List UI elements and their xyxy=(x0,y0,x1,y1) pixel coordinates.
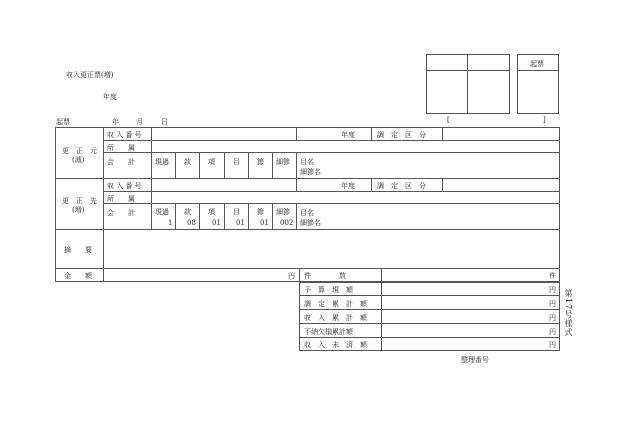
kou-label: 項 xyxy=(208,158,215,166)
approval-box xyxy=(426,54,510,114)
income-total-label: 収 入 累 計 額 xyxy=(304,314,367,322)
unpaid-yen: 円 xyxy=(549,341,556,349)
setsu-label: 節 xyxy=(257,208,264,216)
amount-label: 金 額 xyxy=(64,272,92,280)
saisetsu-label: 細節 xyxy=(276,208,290,216)
income-total-yen: 円 xyxy=(549,314,556,322)
setsu-label: 節 xyxy=(257,158,264,166)
setsu-value: 01 xyxy=(260,219,269,227)
moku-label: 目 xyxy=(233,158,240,166)
affiliation-label: 所 属 xyxy=(107,144,135,152)
date-day: 日 xyxy=(161,118,168,126)
kan-label: 款 xyxy=(184,208,191,216)
account-label: 会 計 xyxy=(107,158,135,166)
count-label: 件 数 xyxy=(304,272,346,280)
adjust-total-yen: 円 xyxy=(549,300,556,308)
adjust-class-label: 調 定 区 分 xyxy=(377,131,426,139)
from-label: 更 正 元 xyxy=(62,147,97,155)
moku-name-label: 目名 xyxy=(300,158,314,166)
account-label: 会 計 xyxy=(107,209,135,217)
adjust-total-label: 調 定 累 計 額 xyxy=(304,300,367,308)
moku-name-label: 目名 xyxy=(300,209,314,217)
form-title: 収入更正票(増) xyxy=(66,71,114,79)
year-col-label: 年度 xyxy=(341,182,355,190)
amount-yen: 円 xyxy=(288,272,295,280)
bracket-open: [ xyxy=(447,116,450,124)
saisetsu-value: 002 xyxy=(280,219,294,227)
moku-value: 01 xyxy=(236,219,245,227)
date-month: 月 xyxy=(136,118,143,126)
date-year: 年 xyxy=(112,118,119,126)
kou-label: 項 xyxy=(208,208,215,216)
income-no-label: 収 入 番 号 xyxy=(107,131,142,139)
genkai-value: 1 xyxy=(168,219,173,227)
budget-yen: 円 xyxy=(549,286,556,294)
summary-label: 摘 要 xyxy=(64,246,92,254)
saisetsu-name-label: 細節名 xyxy=(300,168,321,176)
year-col-label: 年度 xyxy=(341,131,355,139)
kan-label: 款 xyxy=(184,158,191,166)
income-no-label: 収 入 番 号 xyxy=(107,182,142,190)
saisetsu-name-label: 細節名 xyxy=(300,219,321,227)
loss-total-yen: 円 xyxy=(549,328,556,336)
loss-total-label: 不納欠損累計額 xyxy=(304,328,353,336)
saisetsu-label: 細節 xyxy=(276,158,290,166)
reference-number-label: 整理番号 xyxy=(461,356,489,364)
form-number: 第17号様式 xyxy=(564,289,573,338)
adjust-class-label: 調 定 区 分 xyxy=(377,182,426,190)
count-unit: 件 xyxy=(549,272,556,280)
bracket-close: ] xyxy=(543,116,546,124)
from-sublabel: (減) xyxy=(72,156,85,164)
moku-label: 目 xyxy=(233,208,240,216)
to-sublabel: (増) xyxy=(72,206,85,214)
kan-value: 08 xyxy=(187,219,196,227)
date-label: 起票 xyxy=(56,118,70,126)
kou-value: 01 xyxy=(212,219,221,227)
year-label: 年度 xyxy=(103,93,117,101)
to-label: 更 正 先 xyxy=(62,197,97,205)
affiliation-label: 所 属 xyxy=(107,195,135,203)
genkai-label: 現過 xyxy=(155,208,169,216)
stamp-label: 起票 xyxy=(530,60,544,68)
unpaid-label: 収 入 未 済 額 xyxy=(304,341,367,349)
genkai-label: 現過 xyxy=(155,158,169,166)
budget-label: 予 算 現 額 xyxy=(304,286,353,294)
